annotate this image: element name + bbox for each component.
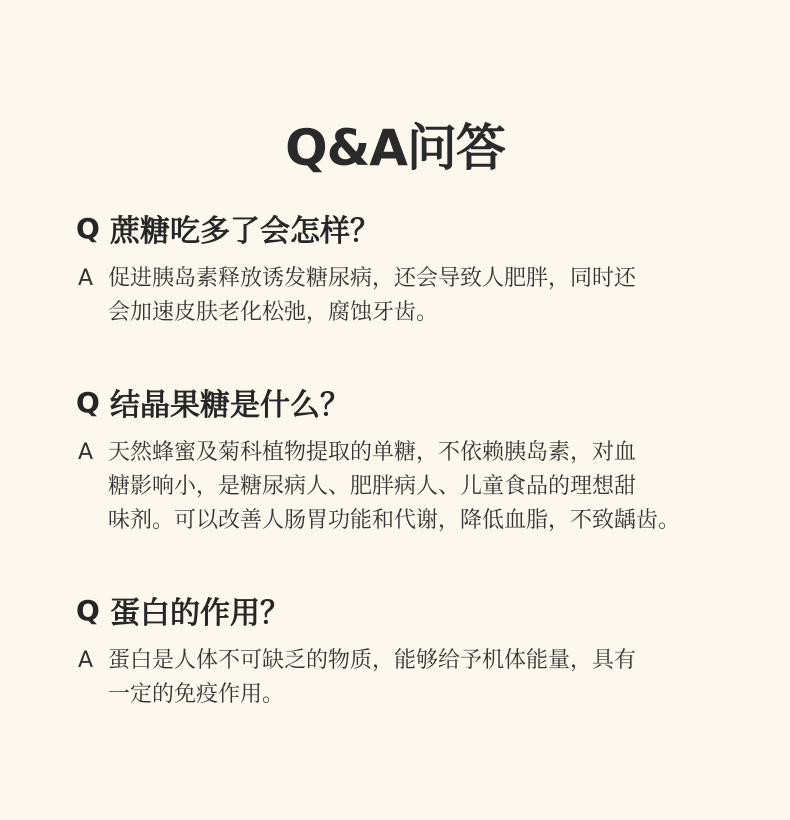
question-marker: Q — [76, 593, 100, 627]
question-row — [76, 382, 736, 422]
answer-text: 蛋白是人体不可缺乏的物质，能够给予机体能量，具有 一定的免疫作用。 — [108, 648, 637, 707]
question-text: 蛋白的作用？ — [110, 596, 290, 631]
answer-marker: A — [78, 440, 94, 465]
qa-item — [76, 590, 736, 712]
answer-text: 天然蜂蜜及菊科植物提取的单糖，不依赖胰岛素，对血 糖影响小，是糖尿病人、肥胖病人、儿童食品的理想甜 味剂。可以改善人肠胃功能和代谢，降低血脂，不致龋齿。 — [108, 440, 681, 533]
question-text: 结晶果糖是什么？ — [110, 388, 350, 423]
question-text: 蔗糖吃多了会怎样？ — [110, 214, 380, 249]
page-title: Q&A问答 — [285, 119, 505, 177]
answer-text: 促进胰岛素释放诱发糖尿病，还会导致人肥胖，同时还 会加速皮肤老化松弛，腐蚀牙齿。 — [108, 266, 637, 325]
answer-marker: A — [78, 266, 94, 291]
question-row — [76, 590, 736, 630]
question-marker: Q — [76, 385, 100, 419]
answer-marker: A — [78, 648, 94, 673]
qa-item — [76, 208, 736, 330]
question-marker: Q — [76, 211, 100, 245]
answer-row — [76, 262, 736, 330]
answer-row — [76, 644, 736, 712]
qa-item — [76, 382, 736, 538]
question-row — [76, 208, 736, 248]
answer-row — [76, 436, 736, 538]
